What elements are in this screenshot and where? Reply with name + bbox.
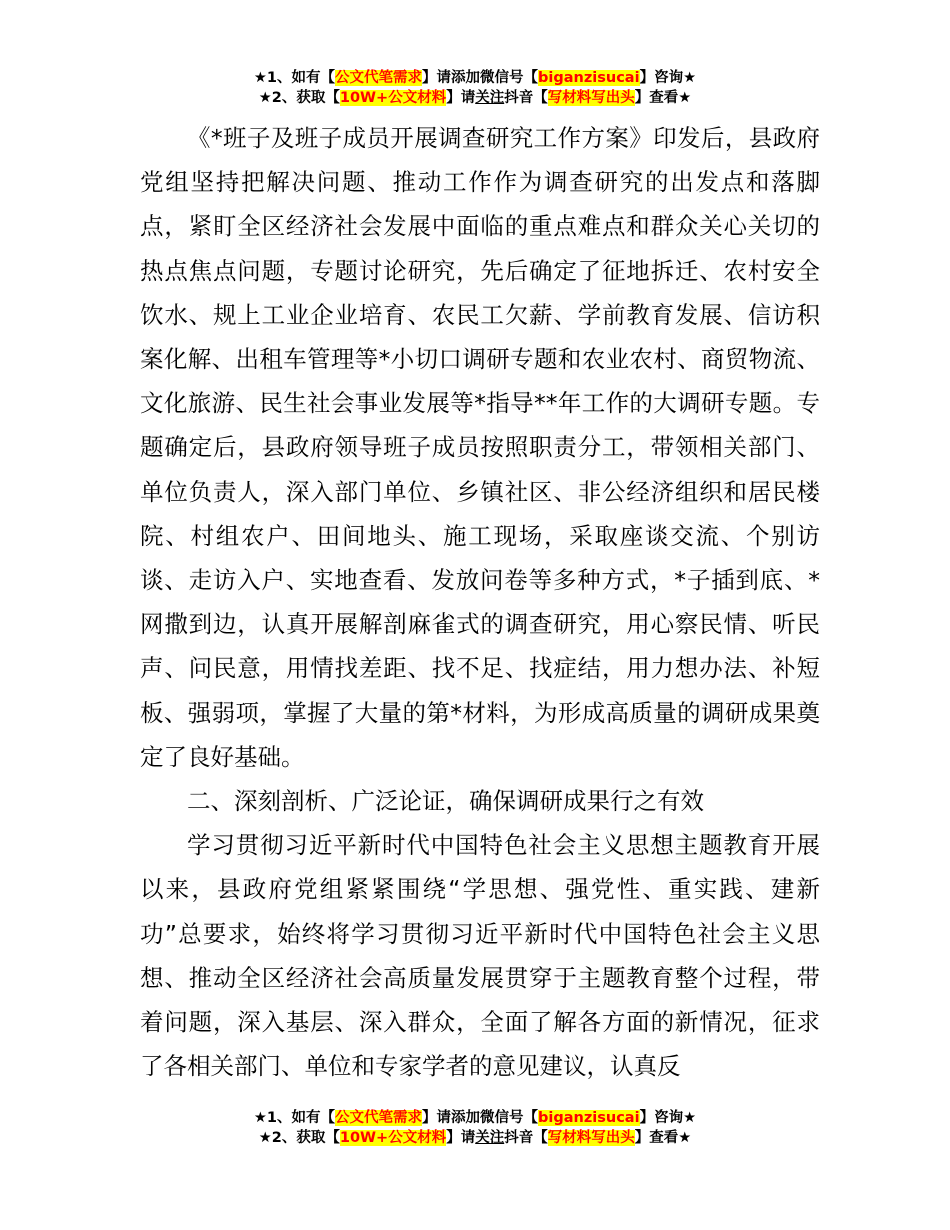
banner-line-2	[0, 88, 950, 108]
banner-highlight-douyin: 写材料写出头	[547, 90, 635, 106]
banner-emphasis: 关注	[475, 1130, 505, 1146]
banner-line-1	[0, 68, 950, 88]
banner-text: 微信号【	[480, 1110, 539, 1126]
banner-text: 】查看★	[634, 90, 692, 106]
banner-emphasis: 添加	[451, 70, 481, 86]
banner-text: 】咨询★	[639, 70, 697, 86]
header-banner	[0, 68, 950, 108]
banner-text: 】请	[422, 1110, 452, 1126]
banner-text: 】查看★	[634, 1130, 692, 1146]
banner-text: 】请	[446, 90, 476, 106]
banner-text: 】请	[446, 1130, 476, 1146]
banner-text: 抖音【	[504, 1130, 548, 1146]
paragraph-1: 《*班子及班子成员开展调查研究工作方案》印发后，县政府党组坚持把解决问题、推动工作作为调查研究的出发点和落脚点，紧盯全区经济社会发展中面临的重点难点和群众关心关切的热点焦点问题，专题讨论研究，先后确定了征地拆迁、农村安全饮水、规上工业企业培育、农民工欠薪、学前教育发展、信访积案化解、出租车管理等*小切口调研专题和农业农村、商贸物流、文化旅游、民生社会事业发展等*指导**年工作的大调研专题。专题确定后，县政府领导班子成员按照职责分工，带领相关部门、单位负责人，深入部门单位、乡镇社区、非公经济组织和居民楼院、村组农户、田间地头、施工现场，采取座谈交流、个别访谈、走访入户、实地查看、发放问卷等多种方式，*子插到底、*网撒到边，认真开展解剖麻雀式的调查研究，用心察民情、听民声、问民意，用情找差距、找不足、找症结，用力想办法、补短板、强弱项，掌握了大量的第*材料，为形成高质量的调研成果奠定了良好基础。	[140, 124, 820, 771]
banner-highlight-service: 公文代笔需求	[335, 70, 423, 86]
banner-highlight-materials: 10W+公文材料	[339, 90, 447, 106]
banner-highlight-service: 公文代笔需求	[335, 1110, 423, 1126]
banner-emphasis: 添加	[451, 1110, 481, 1126]
banner-text: ★1、如有【	[253, 70, 336, 86]
banner-line-1	[0, 1108, 950, 1128]
section-heading-2: 二、深刻剖析、广泛论证，确保调研成果行之有效	[187, 787, 704, 816]
paragraph-2: 学习贯彻习近平新时代中国特色社会主义思想主题教育开展以来，县政府党组紧紧围绕“学思想、强党性、重实践、建新功”总要求，始终将学习贯彻习近平新时代中国特色社会主义思想、推动全区经济社会高质量发展贯穿于主题教育整个过程，带着问题，深入基层、深入群众，全面了解各方面的新情况，征求了各相关部门、单位和专家学者的意见建议，认真反	[140, 831, 820, 1081]
banner-line-2	[0, 1128, 950, 1148]
banner-text: 】咨询★	[639, 1110, 697, 1126]
banner-text: ★2、获取【	[258, 90, 340, 106]
banner-text: 】请	[422, 70, 452, 86]
banner-emphasis: 关注	[475, 90, 505, 106]
banner-text: 抖音【	[504, 90, 548, 106]
banner-text: 微信号【	[480, 70, 539, 86]
banner-text: ★1、如有【	[253, 1110, 336, 1126]
banner-highlight-materials: 10W+公文材料	[339, 1130, 447, 1146]
banner-highlight-wechat: biganzisucai	[538, 1110, 640, 1126]
document-body	[140, 116, 820, 1088]
banner-text: ★2、获取【	[258, 1130, 340, 1146]
footer-banner	[0, 1108, 950, 1148]
banner-highlight-douyin: 写材料写出头	[547, 1130, 635, 1146]
banner-highlight-wechat: biganzisucai	[538, 70, 640, 86]
